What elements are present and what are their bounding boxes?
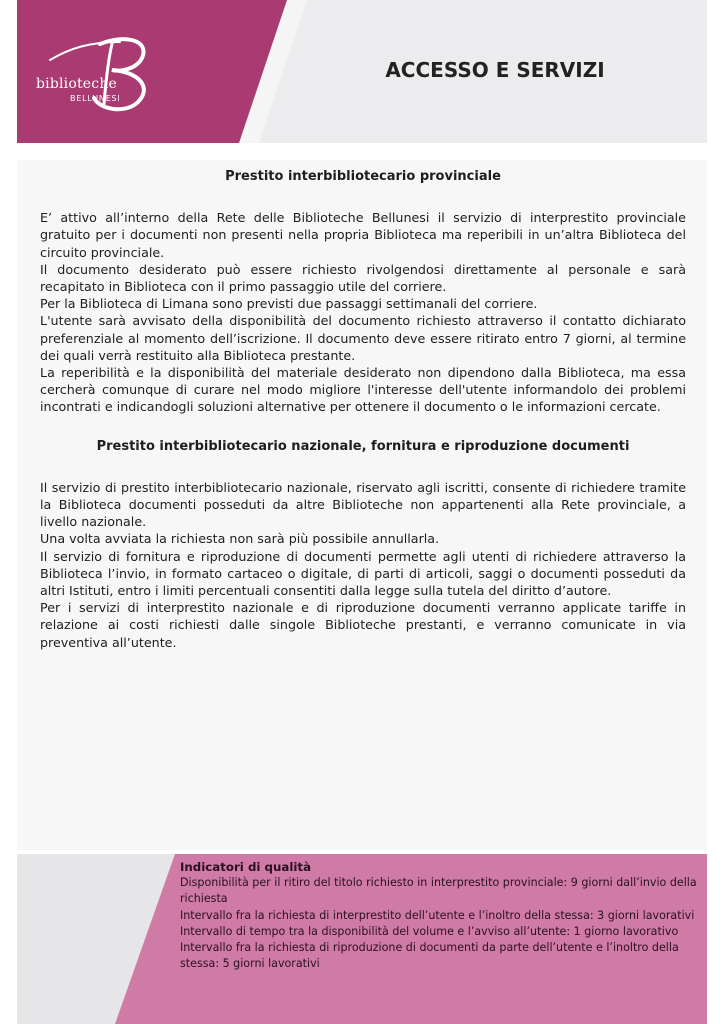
library-logo bbox=[30, 30, 160, 120]
logo-b-mark-icon bbox=[30, 30, 160, 120]
quality-title: Indicatori di qualità bbox=[180, 860, 312, 874]
quality-item: Disponibilità per il ritiro del titolo richiesto in interprestito provinciale: 9 giorni dall’invio della richiesta bbox=[180, 876, 697, 906]
paragraph: La reperibilità e la disponibilità del materiale desiderato non dipendono dalla Biblioteca, ma essa cercherà comunque di curare nel modo migliore l'interesse dell'utente informandolo dei problemi incontrati e indicandogli soluzioni alternative per ottenere il documento o le informazioni cercate. bbox=[40, 365, 686, 415]
logo-text-bellunesi: BELLUNESI bbox=[70, 94, 121, 103]
paragraph: Una volta avviata la richiesta non sarà più possibile annullarla. bbox=[40, 531, 440, 547]
paragraph: Il servizio di fornitura e riproduzione di documenti permette agli utenti di richiedere attraverso la Biblioteca l’invio, in formato cartaceo o digitale, di parti di articoli, saggi o documenti posseduti da altri Istituti, entro i limiti percentuali consentiti dalla legge sulla tutela del diritto d’autore. bbox=[40, 548, 686, 599]
page-title: ACCESSO E SERVIZI bbox=[385, 58, 605, 82]
document-body bbox=[40, 168, 686, 651]
section-title-nazionale: Prestito interbibliotecario nazionale, fornitura e riproduzione documenti bbox=[96, 438, 630, 454]
paragraph: L'utente sarà avvisato della disponibilità del documento richiesto attraverso il contatto dichiarato preferenziale al momento dell’iscrizione. Il documento deve essere ritirato entro 7 giorni, al termine dei quali verrà restituito alla Biblioteca prestante. bbox=[40, 313, 686, 363]
quality-item: Intervallo di tempo tra la disponibilità del volume e l’avviso all’utente: 1 giorno lavorativo bbox=[180, 924, 679, 938]
paragraph: Per i servizi di interprestito nazionale e di riproduzione documenti verranno applicate tariffe in relazione ai costi richiesti dalle singole Biblioteche prestanti, e verranno comunicate in via preventiva all’utente. bbox=[40, 600, 686, 650]
quality-item: Intervallo fra la richiesta di riproduzione di documenti da parte dell’utente e l’inoltro della stessa: 5 giorni lavorativi bbox=[180, 941, 679, 971]
logo-text-biblioteche: biblioteche bbox=[36, 76, 118, 92]
paragraph: E’ attivo all’interno della Rete delle Biblioteche Bellunesi il servizio di interprestito provinciale gratuito per i documenti non presenti nella propria Biblioteca ma reperibili in un’altra Biblioteca del circuito provinciale. bbox=[40, 210, 686, 260]
quality-indicators bbox=[180, 859, 708, 972]
paragraph: Il servizio di prestito interbibliotecario nazionale, riservato agli iscritti, consente di richiedere tramite la Biblioteca documenti posseduti da altre Biblioteche non appartenenti alla Rete provinciale, a livello nazionale. bbox=[40, 479, 686, 530]
section-title-provinciale: Prestito interbibliotecario provinciale bbox=[225, 169, 501, 184]
paragraph: Per la Biblioteca di Limana sono previsti due passaggi settimanali del corriere. bbox=[40, 296, 538, 312]
paragraph: Il documento desiderato può essere richiesto rivolgendosi direttamente al personale e sarà recapitato in Biblioteca con il primo passaggio utile del corriere. bbox=[40, 261, 686, 295]
quality-item: Intervallo fra la richiesta di interprestito dell’utente e l’inoltro della stessa: 3 giorni lavorativi bbox=[180, 908, 695, 922]
